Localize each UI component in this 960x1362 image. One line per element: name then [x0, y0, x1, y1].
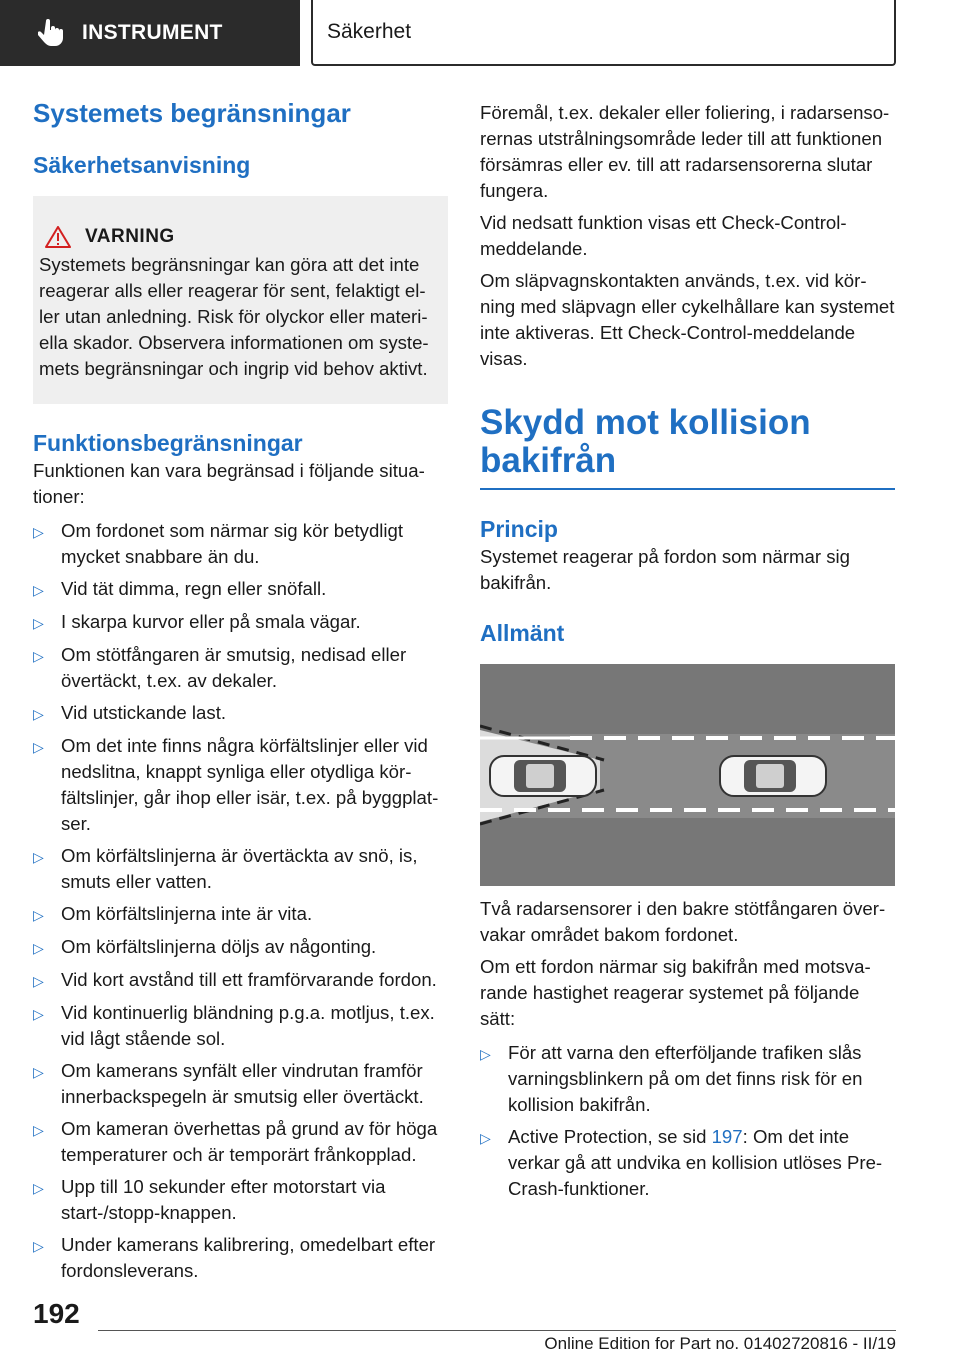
front-car-icon [720, 756, 826, 796]
page-reference-link[interactable]: 197 [711, 1126, 743, 1147]
paragraph: Föremål, t.ex. dekaler eller foliering, i radarsensorernas utstrålningsområde leder till att funktionen försämras eller ev. till att radarsensorerna slutar fungera. [480, 102, 890, 201]
footer-edition: Online Edition for Part no. 01402720816 - II/19 [544, 1334, 896, 1353]
list-item: ▷ Vid tät dimma, regn eller snöfall. [33, 576, 448, 603]
bullet-triangle-icon: ▷ [33, 524, 44, 540]
bullet-triangle-icon: ▷ [33, 582, 44, 598]
section-header [311, 0, 896, 66]
list-item: ▷ Vid kort avstånd till ett framförvarande fordon. [33, 967, 448, 994]
list-item: ▷ Vid utstickande last. [33, 700, 448, 727]
warning-triangle-icon [45, 226, 71, 248]
rear-car-icon [490, 756, 596, 796]
list-item: ▷ Om fordonet som närmar sig kör betydligt mycket snabbare än du. [33, 518, 448, 570]
list-item: ▷ Om kamerans synfält eller vindrutan framför innerbackspegeln är smutsig eller övertäckt. [33, 1058, 448, 1110]
bullet-triangle-icon: ▷ [33, 849, 44, 865]
bullet-triangle-icon: ▷ [33, 1064, 44, 1080]
section-title-block [480, 404, 895, 490]
page-number: 192 [33, 1298, 80, 1329]
page-title: Systemets begränsningar [33, 98, 351, 128]
section-label: Säkerhet [327, 20, 412, 43]
warning-header [39, 226, 436, 248]
bullet-triangle-icon: ▷ [33, 940, 44, 956]
rear-radar-illustration [480, 664, 895, 886]
list-item: ▷ Om stötfångaren är smutsig, nedisad eller övertäckt, t.ex. av dekaler. [33, 642, 448, 694]
paragraph: Om ett fordon närmar sig bakifrån med motsvarande hastighet reagerar systemet på följande sätt: [480, 956, 871, 1029]
list-item: ▷ Active Protection, se sid 197: Om det inte verkar gå att undvika en kollision utlöses Pre-Crash-funktioner. [480, 1124, 895, 1202]
bullet-triangle-icon: ▷ [33, 648, 44, 664]
list-item: ▷ Om körfältslinjerna är övertäckta av snö, is, smuts eller vatten. [33, 843, 448, 895]
list-item: ▷ Upp till 10 sekunder efter motorstart via start-/stopp-knappen. [33, 1174, 448, 1226]
safety-heading: Säkerhetsanvisning [33, 152, 251, 178]
list-item: ▷ I skarpa kurvor eller på smala vägar. [33, 609, 448, 636]
principle-text: Systemet reagerar på fordon som närmar sig bakifrån. [480, 546, 850, 593]
warning-box [33, 196, 448, 404]
left-column [33, 96, 448, 1290]
bullet-triangle-icon: ▷ [33, 1180, 44, 1196]
bullet-triangle-icon: ▷ [33, 907, 44, 923]
warning-text: Systemets begränsningar kan göra att det inte reagerar alls eller reagerar för sent, felaktigt eller utan anledning. Risk för olyckor eller materiella skador. Observera informationen om systemets begränsningar och ingrip vid behov aktivt. [39, 254, 429, 379]
bullet-triangle-icon: ▷ [33, 739, 44, 755]
list-item: ▷ Om körfältslinjerna döljs av någonting. [33, 934, 448, 961]
paragraph: Vid nedsatt funktion visas ett Check-Control-meddelande. [480, 212, 847, 259]
limitations-intro: Funktionen kan vara begränsad i följande situationer: [33, 460, 425, 507]
bullet-triangle-icon: ▷ [33, 1122, 44, 1138]
list-item: ▷ Vid kontinuerlig bländning p.g.a. motljus, t.ex. vid lågt stående sol. [33, 1000, 448, 1052]
principle-heading: Princip [480, 516, 558, 542]
right-column [480, 100, 895, 1208]
chapter-tab [0, 0, 300, 66]
limitations-list [33, 518, 448, 1284]
list-item: ▷ För att varna den efterföljande trafiken slås varningsblinkern på om det finns risk för en kollision bakifrån. [480, 1040, 895, 1118]
paragraph: Om släpvagnskontakten används, t.ex. vid körning med släpvagn eller cykelhållare kan systemet inte aktiveras. Ett Check-Control-meddelande visas. [480, 270, 895, 369]
list-item: ▷ Om det inte finns några körfältslinjer eller vid nedslitna, knappt synliga eller otydliga körfältslinjer, går ihop eller isär, t.ex. på byggplatser. [33, 733, 448, 837]
bullet-triangle-icon: ▷ [33, 1238, 44, 1254]
bullet-triangle-icon: ▷ [33, 615, 44, 631]
warning-label: VARNING [85, 226, 175, 247]
road-diagram [480, 664, 895, 886]
reaction-list [480, 1040, 895, 1202]
footer-divider [98, 1330, 896, 1331]
list-item: ▷ Under kamerans kalibrering, omedelbart efter fordonsleverans. [33, 1232, 448, 1284]
list-item: ▷ Om körfältslinjerna inte är vita. [33, 901, 448, 928]
bullet-triangle-icon: ▷ [480, 1046, 491, 1062]
limitations-heading: Funktionsbegränsningar [33, 430, 303, 456]
section-title: Skydd mot kollision bakifrån [480, 403, 811, 480]
bullet-triangle-icon: ▷ [33, 973, 44, 989]
list-item: ▷ Om kameran överhettas på grund av för höga temperaturer och är temporärt frånkopplad. [33, 1116, 448, 1168]
hand-pointer-icon [38, 19, 64, 47]
bullet-triangle-icon: ▷ [33, 706, 44, 722]
bullet-triangle-icon: ▷ [33, 1006, 44, 1022]
bullet-triangle-icon: ▷ [480, 1130, 491, 1146]
general-heading: Allmänt [480, 620, 565, 646]
paragraph: Två radarsensorer i den bakre stötfångaren övervakar området bakom fordonet. [480, 898, 886, 945]
chapter-label: INSTRUMENT [82, 21, 223, 44]
